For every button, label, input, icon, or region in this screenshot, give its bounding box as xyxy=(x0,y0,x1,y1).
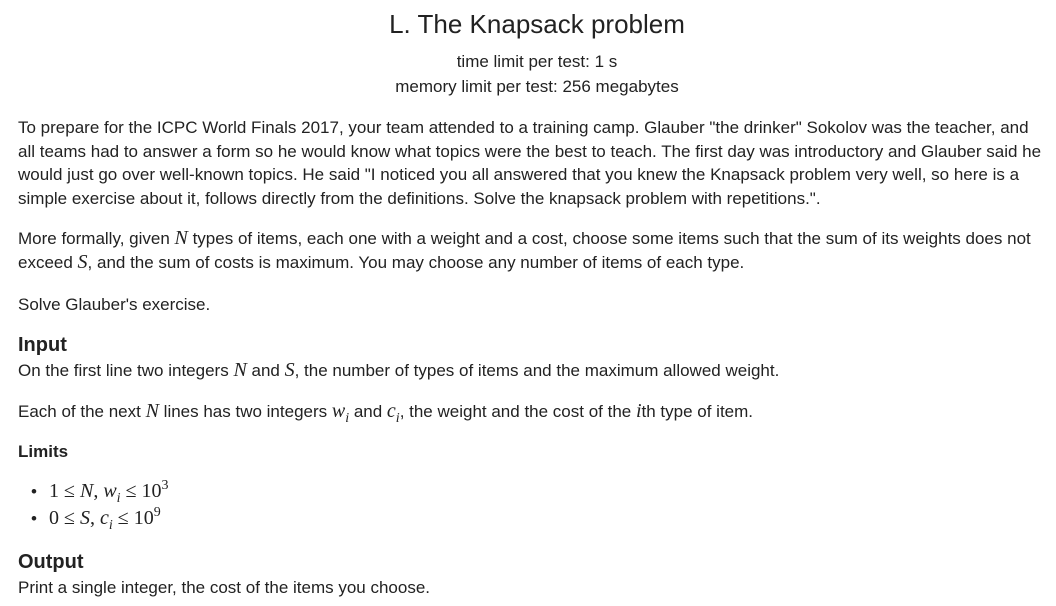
statement-paragraph-1: To prepare for the ICPC World Finals 2017, your team attended to a training camp. Glauber "the drinker" Sokolov was the teacher, and all teams had to answer a form so he would know what topics were the best to teach. The first day was introductory and Glauber said he would just go over well-known topics. He said "I noticed you all answered that you knew the Knapsack problem very well, so here is a simple exercise about it, follows directly from the definitions. Solve the knapsack problem with repetitions.". xyxy=(18,118,1042,208)
math-text: 1 ≤ xyxy=(49,480,80,502)
math-s: S xyxy=(77,250,88,273)
math-exponent: 9 xyxy=(153,505,161,520)
input-line-2 xyxy=(18,400,1048,424)
math-sub-i: i xyxy=(345,411,350,426)
math-text: ≤ 10 xyxy=(112,507,154,529)
limit-item-2 xyxy=(18,505,169,532)
math-text: ≤ 10 xyxy=(120,480,162,502)
input-line-1 xyxy=(18,359,1048,383)
math-sub-i: i xyxy=(116,491,121,506)
math-exponent: 3 xyxy=(161,478,169,493)
memory-limit: memory limit per test: 256 megabytes xyxy=(395,77,679,96)
input-heading: Input xyxy=(18,334,67,356)
math-text: 0 ≤ xyxy=(49,507,80,529)
text-span: , the number of types of items and the maximum allowed weight. xyxy=(294,361,780,380)
time-limit: time limit per test: 1 s xyxy=(456,52,618,71)
math-sub-i: i xyxy=(395,411,400,426)
text-span: th type of item. xyxy=(641,402,754,421)
math-i: i xyxy=(635,400,642,422)
math-w: w xyxy=(103,480,117,502)
problem-page xyxy=(18,0,1056,606)
text-span: lines has two integers xyxy=(158,402,332,421)
text-span: Each of the next xyxy=(18,402,146,421)
math-s: S xyxy=(284,359,295,381)
statement-paragraph-2 xyxy=(18,227,1048,274)
bullet: • xyxy=(31,509,37,528)
math-sub-i: i xyxy=(108,518,113,533)
limits-heading: Limits xyxy=(18,442,69,461)
output-heading: Output xyxy=(18,551,84,573)
text-span: and xyxy=(349,402,387,421)
math-c: c xyxy=(386,400,396,422)
math-n: N xyxy=(174,227,188,249)
math-text: , xyxy=(93,480,104,502)
math-n: N xyxy=(145,400,159,422)
problem-title: L. The Knapsack problem xyxy=(389,9,685,39)
math-s: S xyxy=(79,507,90,529)
limit-item-1 xyxy=(18,478,169,505)
output-text: Print a single integer, the cost of the items you choose. xyxy=(18,578,431,597)
text-span: , the weight and the cost of the xyxy=(399,402,636,421)
text-span: and xyxy=(246,361,285,380)
text-span: More formally, given xyxy=(18,229,175,248)
math-w: w xyxy=(331,400,346,422)
math-n: N xyxy=(79,480,94,502)
text-span: , and the sum of costs is maximum. You may choose any number of items of each type. xyxy=(87,252,745,272)
math-c: c xyxy=(99,507,109,529)
math-text: , xyxy=(89,507,100,529)
text-span: types of items, each one with a weight and a cost, choose some items such that the sum of its weights does not exceed xyxy=(18,229,1031,272)
statement-paragraph-3: Solve Glauber's exercise. xyxy=(18,295,211,314)
math-n: N xyxy=(233,359,247,381)
limits-list xyxy=(18,478,169,532)
bullet: • xyxy=(31,482,37,501)
text-span: On the first line two integers xyxy=(18,361,234,380)
